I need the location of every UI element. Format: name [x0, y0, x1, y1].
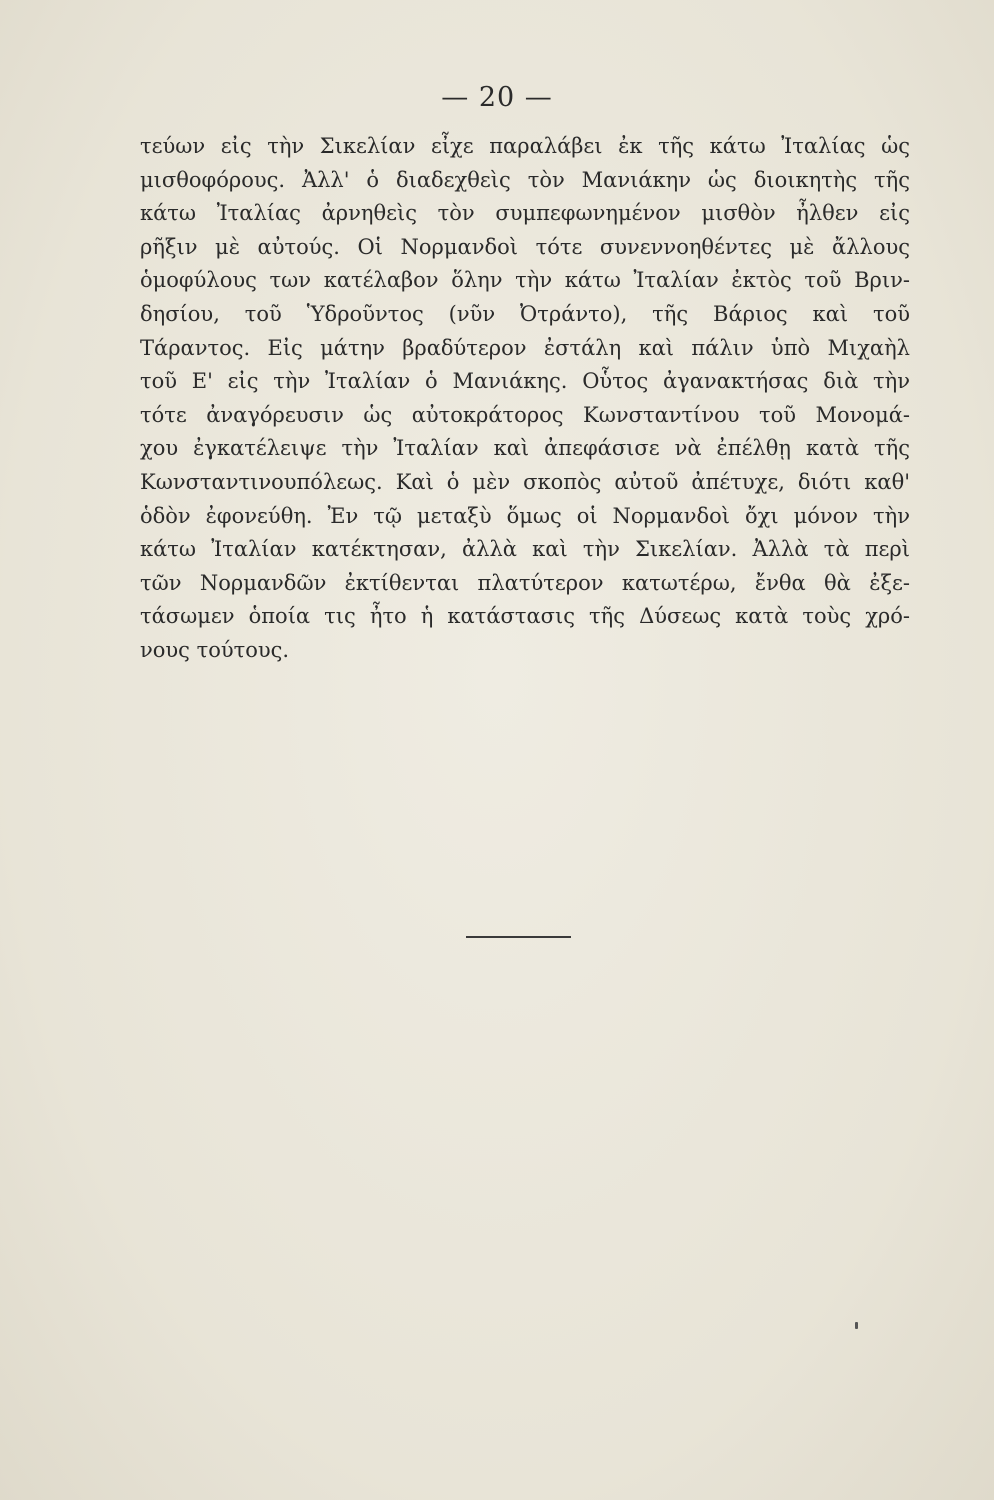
text-line: ρῆξιν μὲ αὐτούς. Οἱ Νορμανδοὶ τότε συνεννοηθέντες μὲ ἄλλους [140, 234, 910, 259]
text-line: χου ἐγκατέλειψε τὴν Ἰταλίαν καὶ ἀπεφάσισε νὰ ἐπέλθῃ κατὰ τῆς [140, 436, 910, 461]
body-paragraph [140, 130, 910, 668]
text-line: τεύων εἰς τὴν Σικελίαν εἶχε παραλάβει ἐκ τῆς κάτω Ἰταλίας ὡς [140, 134, 910, 158]
text-line: τοῦ Ε' εἰς τὴν Ἰταλίαν ὁ Μανιάκης. Οὗτος ἀγανακτήσας διὰ τὴν [140, 369, 910, 394]
text-line: ὁμοφύλους των κατέλαβον ὅλην τὴν κάτω Ἰταλίαν ἐκτὸς τοῦ Βριν- [140, 268, 910, 293]
section-divider [466, 936, 571, 938]
text-line: Τάραντος. Εἰς μάτην βραδύτερον ἐστάλη καὶ πάλιν ὑπὸ Μιχαὴλ [140, 335, 910, 360]
text-line: Κωνσταντινουπόλεως. Καὶ ὁ μὲν σκοπὸς αὐτοῦ ἀπέτυχε, διότι καθ' [140, 469, 910, 494]
text-line: τῶν Νορμανδῶν ἐκτίθενται πλατύτερον κατωτέρω, ἔνθα θὰ ἐξε- [140, 570, 910, 595]
text-line: μισθοφόρους. Ἀλλ' ὁ διαδεχθεὶς τὸν Μανιάκην ὡς διοικητὴς τῆς [140, 167, 910, 192]
text-line: κάτω Ἰταλίας ἀρνηθεὶς τὸν συμπεφωνημένον μισθὸν ἦλθεν εἰς [140, 201, 910, 226]
text-line: ὁδὸν ἐφονεύθη. Ἐν τῷ μεταξὺ ὅμως οἱ Νορμανδοὶ ὄχι μόνον τὴν [140, 503, 910, 528]
ink-speck [855, 1322, 858, 1329]
text-line: τάσωμεν ὁποία τις ἦτο ἡ κατάστασις τῆς Δύσεως κατὰ τοὺς χρό- [140, 604, 910, 629]
text-line: κάτω Ἰταλίαν κατέκτησαν, ἀλλὰ καὶ τὴν Σικελίαν. Ἀλλὰ τὰ περὶ [140, 537, 910, 562]
text-line: τότε ἀναγόρευσιν ὡς αὐτοκράτορος Κωνσταντίνου τοῦ Μονομά- [140, 402, 910, 427]
text-line-last: νους τούτους. [140, 637, 290, 662]
text-line: δησίου, τοῦ Ὑδροῦντος (νῦν Ὀτράντο), τῆς Βάριος καὶ τοῦ [140, 301, 910, 326]
page-number: — 20 — [441, 82, 553, 113]
